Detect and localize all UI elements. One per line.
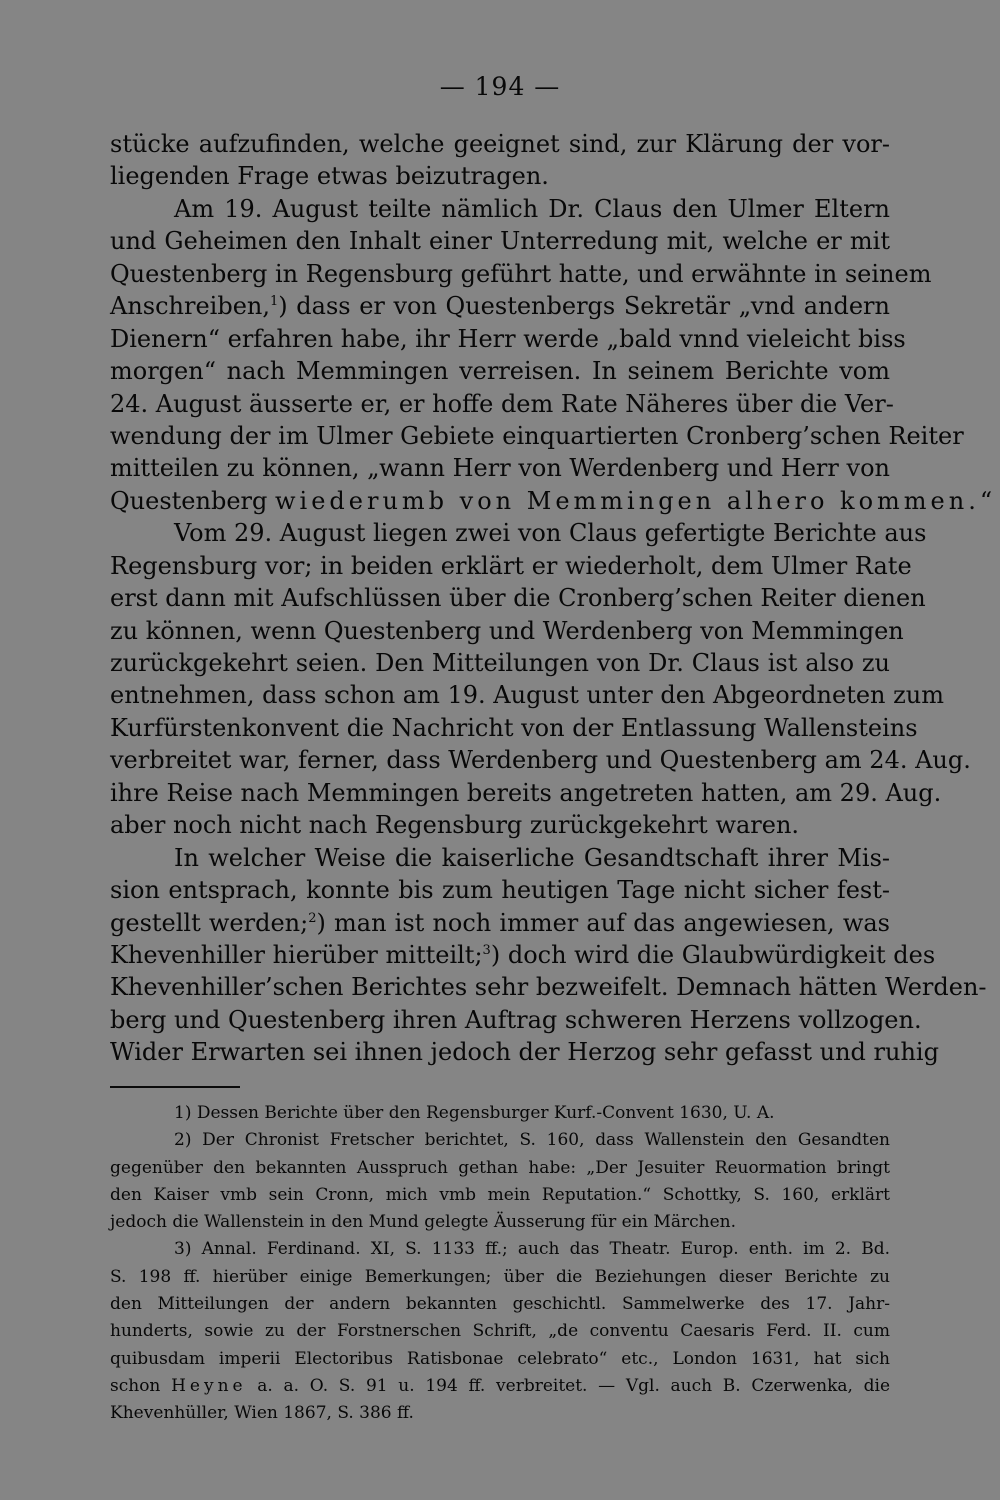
footnote-mark-1: 1 (270, 294, 279, 310)
text-line: Questenberg in Regensburg geführt hatte, und erwähnte in seinem (110, 259, 932, 288)
text-line: erst dann mit Aufschlüssen über die Cronberg’schen Reiter dienen (110, 584, 926, 613)
text-fragment: man ist noch immer auf das angewiesen, was (334, 908, 890, 937)
text-line: Dienern“ erfahren habe, ihr Herr werde „bald vnnd vieleicht biss (110, 324, 906, 353)
text-line: berg und Questenberg ihren Auftrag schweren Herzens vollzogen. (110, 1005, 922, 1034)
book-page (110, 0, 997, 1500)
text-line: sion entsprach, konnte bis zum heutigen Tage nicht sicher fest- (110, 876, 890, 905)
footnote-divider (110, 1086, 240, 1088)
text-line: morgen“ nach Memmingen verreisen. In seinem Berichte vom (110, 357, 890, 386)
footnote-line: gegenüber den bekannten Ausspruch gethan habe: „Der Jesuiter Reuormation bringt (110, 1157, 890, 1178)
text-fragment: Khevenhiller hierüber mitteilt; (110, 940, 483, 969)
text-line: gestellt werden;$^2$) man ist noch immer auf das angewiesen, was (110, 908, 890, 937)
text-line: Khevenhiller’schen Berichtes sehr bezweifelt. Demnach hätten Werden- (110, 973, 987, 1002)
text-line: Wider Erwarten sei ihnen jedoch der Herzog sehr gefasst und ruhig (110, 1038, 939, 1067)
text-fragment: Questenberg (110, 486, 268, 515)
text-fragment: dass er von Questenbergs Sekretär „vnd andern (296, 292, 890, 321)
footnotes (110, 1100, 890, 1428)
text-fragment: doch wird die Glaubwürdigkeit des (507, 940, 936, 969)
text-line: Regensburg vor; in beiden erklärt er wiederholt, dem Ulmer Rate (110, 551, 912, 580)
footnote-mark-2: 2 (308, 910, 317, 926)
text-line: wendung der im Ulmer Gebiete einquartierten Cronberg’schen Reiter (110, 421, 964, 450)
text-line: zu können, wenn Questenberg und Werdenberg von Memmingen (110, 616, 904, 645)
footnote-line: S. 198 ff. hierüber einige Bemerkungen; über die Beziehungen dieser Berichte zu (110, 1266, 890, 1287)
footnote-line: 1) Dessen Berichte über den Regensburger Kurf.-Convent 1630, U. A. (174, 1103, 775, 1123)
text-line: Vom 29. August liegen zwei von Claus gefertigte Berichte aus (174, 519, 927, 548)
spaced-text: wiederumb von Memmingen alhero kommen.“ (275, 486, 997, 515)
text-line: stücke aufzufinden, welche geeignet sind, zur Klärung der vor- (110, 130, 890, 158)
text-line: verbreitet war, ferner, dass Werdenberg und Questenberg am 24. Aug. (110, 746, 971, 775)
footnote-line: den Kaiser vmb sein Cronn, mich vmb mein Reputation.“ Schottky, S. 160, erklärt (110, 1184, 890, 1205)
spaced-text: Heyne (171, 1375, 247, 1396)
footnote-mark-3: 3 (482, 942, 491, 958)
text-line: und Geheimen den Inhalt einer Unterredung mit, welche er mit (110, 227, 890, 256)
text-fragment: gestellt werden; (110, 908, 309, 937)
footnote-line: hunderts, sowie zu der Forstnerschen Schrift, „de conventu Caesaris Ferd. II. cum (110, 1321, 890, 1342)
text-fragment: ) (278, 292, 288, 321)
text-fragment: Anschreiben, (110, 292, 271, 321)
text-fragment: schon (110, 1375, 161, 1396)
text-line: entnehmen, dass schon am 19. August unter den Abgeordneten zum (110, 681, 944, 710)
text-line: 24. August äusserte er, er hoffe dem Rate Näheres über die Ver- (110, 389, 894, 418)
page-number: — 194 — (439, 72, 561, 101)
footnote-line: 3) Annal. Ferdinand. XI, S. 1133 ff.; auch das Theatr. Europ. enth. im 2. Bd. (174, 1239, 890, 1260)
text-line: Khevenhiller hierüber mitteilt;$^3$) doch wird die Glaubwürdigkeit des (110, 940, 936, 969)
main-text (110, 128, 997, 1069)
text-line (110, 485, 997, 517)
text-line: ihre Reise nach Memmingen bereits angetreten hatten, am 29. Aug. (110, 778, 942, 807)
text-line: zurückgekehrt seien. Den Mitteilungen von Dr. Claus ist also zu (110, 649, 890, 677)
footnote-line (110, 1373, 890, 1400)
footnote-line: 2) Der Chronist Fretscher berichtet, S. 160, dass Wallenstein den Gesandten (174, 1130, 890, 1151)
text-line: mitteilen zu können, „wann Herr von Werdenberg und Herr von (110, 454, 890, 483)
text-line: Am 19. August teilte nämlich Dr. Claus den Ulmer Eltern (174, 194, 890, 223)
footnote-line: quibusdam imperii Electoribus Ratisbonae celebrato“ etc., London 1631, hat sich (110, 1348, 890, 1369)
text-line: aber noch nicht nach Regensburg zurückgekehrt waren. (110, 811, 800, 840)
footnote-line: den Mitteilungen der andern bekannten geschichtl. Sammelwerke des 17. Jahr- (110, 1294, 890, 1315)
text-fragment: a. a. O. S. 91 u. 194 ff. verbreitet. — Vgl. auch B. Czerwenka, die (257, 1375, 891, 1396)
footnote-line: Khevenhüller, Wien 1867, S. 386 ff. (110, 1403, 414, 1424)
text-line: liegenden Frage etwas beizutragen. (110, 162, 549, 191)
text-line (110, 290, 890, 322)
text-line: In welcher Weise die kaiserliche Gesandtschaft ihrer Mis- (174, 843, 890, 872)
footnote-line: jedoch die Wallenstein in den Mund gelegte Äusserung für ein Märchen. (110, 1212, 737, 1233)
text-line: Kurfürstenkonvent die Nachricht von der Entlassung Wallensteins (110, 713, 918, 742)
